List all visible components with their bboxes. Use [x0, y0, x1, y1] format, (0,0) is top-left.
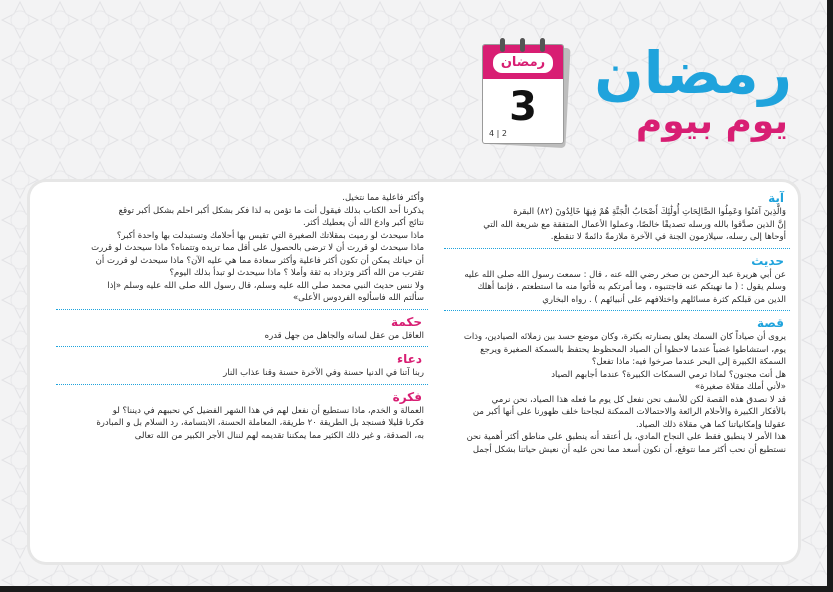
- hadith-line: الذين من قبلكم كثرة مسائلهم واختلافهم على أنبيائهم ) . رواه البخاري: [542, 294, 786, 305]
- story-line: «لأني أملك مقلاة صغيرة»: [694, 382, 786, 392]
- hadith-line: وسلم يقول : ( ما نهيتكم عنه فاجتنبوه ، وما أمرتكم به فأتوا منه ما استطعتم ، فإنما أهلك: [477, 282, 786, 292]
- calendar-ring-icon: [500, 38, 505, 52]
- story-line: هذا الأمر لا ينطبق فقط على النجاح المادي، بل أعتقد أنه ينطبق على مناطق أكثر أهمية نحن: [466, 432, 786, 442]
- calendar-ring-icon: [540, 38, 545, 52]
- left-column: [56, 192, 428, 442]
- section-title-dua: دعاء: [397, 352, 422, 366]
- idea-body: [56, 405, 428, 443]
- aya-body: [444, 206, 790, 244]
- aya-line: إنَّ الذين صدَّقوا بالله ورسله تصديقًا خالصًا، وعملوا الأعمال المتفقة مع شريعة الله التي: [483, 219, 786, 230]
- section-title-story: قصة: [757, 316, 784, 330]
- dua-body: [56, 367, 428, 380]
- hadith-line: عن أبي هريرة عبد الرحمن بن صخر رضي الله عنه ، قال : سمعت رسول الله صلى الله عليه: [464, 269, 786, 280]
- right-column: [444, 190, 790, 456]
- intro-line: نتائج أكبر وادع الله أن يعطيك أكثر.: [302, 218, 424, 228]
- divider: [56, 309, 428, 310]
- story-line: قد لا نصدق هذه القصة لكن للأسف نحن نفعل كل يوم ما فعله هذا الصياد، نحن نرمي: [491, 394, 786, 405]
- logo-title-ramadan: رمضان: [594, 39, 792, 107]
- story-line: نستطيع أن نحب أكثر مما نتوقع، أن نكون أسعد مما نحن عليه أن نعيش حياتنا بشكل أجمل: [472, 444, 786, 455]
- intro-line: ولا ننس حديث النبي محمد صلى الله عليه وسلم، قال رسول الله صلى الله عليه وسلم «إذا: [107, 280, 424, 291]
- section-title-idea: فكرة: [392, 389, 422, 404]
- wisdom-body: [56, 330, 428, 343]
- story-line: يروى أن صياداً كان السمك يعلق بصنارته بكثرة، وكان موضع حسد بين زملائه الصيادين، وذات: [463, 332, 786, 342]
- right-edge-bar: [827, 0, 833, 592]
- intro-line: ماذا سيحدث لو قررت أن لا ترضى بالحصول على أقل مما تريده وتتمناه؟ ماذا سيحدث لو قررت: [91, 243, 424, 253]
- section-title-aya: آية: [768, 191, 784, 205]
- intro-line: وأكثر فاعلية مما نتخيل.: [342, 193, 424, 203]
- idea-line: فكرنا قليلا فسنجد بل الطريقة ٢٠ طريقة، المعاملة الحسنة، الابتسامة، رد السلام بل و المبادرة: [96, 418, 424, 428]
- story-line: يوم، استشاطوا غضباً عندما لاحظوا أن الصياد المحظوظ يحتفظ بالسمكة الصغيرة ويرجع: [480, 344, 786, 355]
- story-line: السمكة الكبيرة إلى البحر عندما صرخوا فيه: ماذا تفعل؟: [591, 357, 786, 367]
- idea-line: به، الصدقة، و غير ذلك الكثير مما يمكننا تقديمه لهم لننال الأجر الكبير من الله تعالى: [134, 430, 424, 441]
- calendar-icon: [482, 38, 568, 146]
- dua-line: ربنا آتنا في الدنيا حسنة وفي الآخرة حسنة وقنا عذاب النار: [223, 368, 424, 378]
- divider: [444, 248, 790, 249]
- calendar-month: رمضان: [493, 53, 553, 73]
- calendar-ring-icon: [520, 38, 525, 52]
- logo-title-day-by-day: يوم بيوم: [635, 101, 788, 142]
- section-title-hadith: حديث: [751, 253, 784, 268]
- idea-line: العمالة و الخدم، ماذا نستطيع أن نفعل لهم في هذا الشهر الفضيل كي نحببهم في ديننا؟ لو: [112, 405, 424, 416]
- intro-line: ماذا سيحدث لو رميت بمقلاتك الصغيرة التي تقيس بها أحلامك وتستبدلت بها واحدة أكبر؟: [116, 230, 424, 241]
- calendar-page-count: 4 | 2: [489, 129, 507, 138]
- story-line: هل أنت مجنون؟ لماذا ترمي السمكات الكبيرة؟ عندما أجابهم الصياد: [551, 369, 786, 380]
- story-line: بالأفكار الكبيرة والأحلام الرائعة والاحتمالات الممكنة لنجاحنا خلف ظهورنا على أنها أكبر من: [472, 407, 786, 417]
- divider: [56, 384, 428, 385]
- intro-line: يذكرنا أحد الكتاب بذلك فيقول أنت ما تؤمن به لذا فكر بشكل أكبر احلم بشكل أكبر توقع: [118, 205, 424, 216]
- divider: [56, 346, 428, 347]
- intro-line: تقترب من الله أكثر وتزداد به ثقة وأملا ؟ ماذا سيحدث لو تبدأ بذلك اليوم؟: [169, 268, 424, 278]
- intro-line: أن حياتك يمكن أن تكون أكثر فاعلية وأكثر سعادة مما هي عليه الآن؟ ماذا سيحدث لو قررت أن: [95, 255, 424, 266]
- content-card: [30, 182, 798, 562]
- section-title-wisdom: حكمة: [391, 314, 422, 329]
- hadith-body: [444, 269, 790, 307]
- aya-line: وَالَّذِينَ آمَنُوا وَعَمِلُوا الصَّالِحَاتِ أُولَٰئِكَ أَصْحَابُ الْجَنَّةِ هُمْ فِيهَا خَالِدُونَ (٨٢) البقرة: [513, 207, 786, 217]
- intro-line: سألتم الله فاسألوه الفردوس الأعلى»: [292, 293, 424, 303]
- story-line: عقولنا وإمكانياتنا كما هي مقلاة ذلك الصياد.: [635, 419, 786, 430]
- calendar-day-number: 3: [509, 84, 537, 130]
- story-body: [444, 331, 790, 456]
- aya-line: أوحاها إلى رسله، سيلازمون الجنة في الآخرة ملازمةً دائمةً لا تنقطع.: [550, 232, 786, 242]
- calendar-page: [482, 44, 564, 144]
- intro-body: [56, 192, 428, 305]
- bottom-edge-bar: [0, 586, 833, 592]
- wisdom-line: العاقل من عقل لسانه والجاهل من جهل قدره: [264, 330, 424, 341]
- divider: [444, 310, 790, 311]
